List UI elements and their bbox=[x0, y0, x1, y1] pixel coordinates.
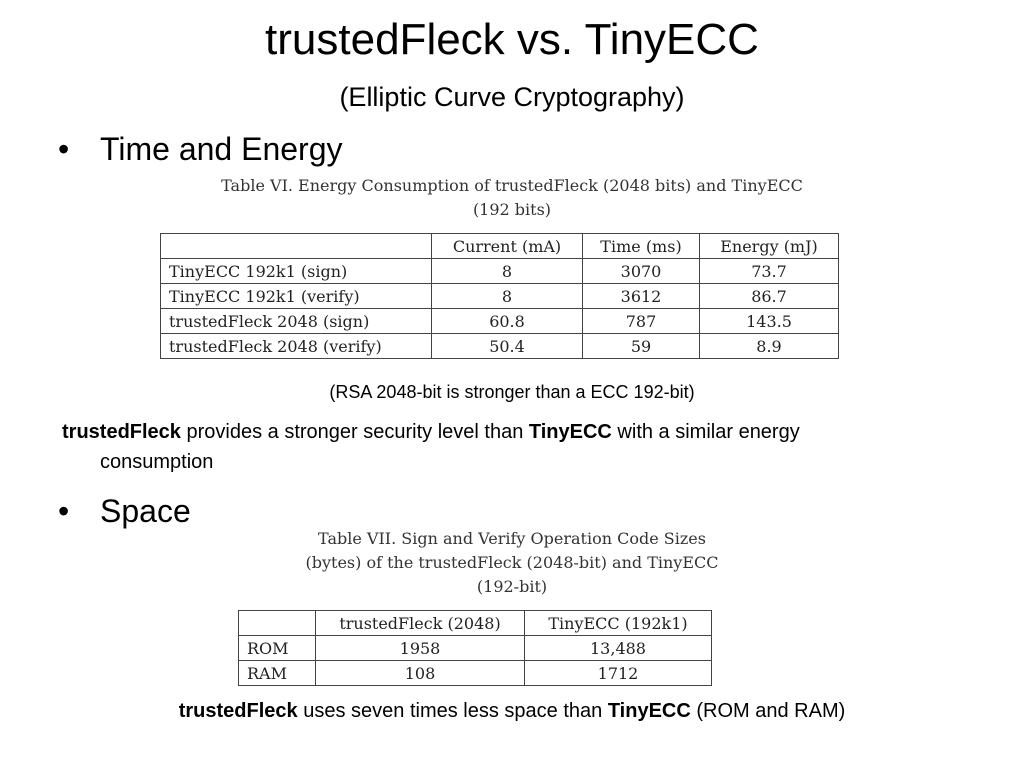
table-cell: 787 bbox=[583, 309, 700, 334]
table-header-cell bbox=[239, 611, 316, 636]
table-cell: trustedFleck 2048 (sign) bbox=[161, 309, 432, 334]
slide-title: trustedFleck vs. TinyECC bbox=[265, 15, 759, 64]
table-cell: 59 bbox=[583, 334, 700, 359]
table6-caption-line1: Table VI. Energy Consumption of trustedFleck (2048 bits) and TinyECC bbox=[221, 176, 803, 195]
table-row bbox=[161, 309, 839, 334]
table-header-row bbox=[239, 611, 712, 636]
code-size-table bbox=[238, 610, 712, 686]
table-cell: 1958 bbox=[316, 636, 525, 661]
table-header-cell: TinyECC (192k1) bbox=[525, 611, 712, 636]
bullet-marker: • bbox=[58, 131, 70, 167]
table-cell: 86.7 bbox=[700, 284, 839, 309]
table-header-row bbox=[161, 234, 839, 259]
table-cell: ROM bbox=[239, 636, 316, 661]
table-row bbox=[239, 636, 712, 661]
table-cell: 8 bbox=[432, 259, 583, 284]
space-conclusion-bold1: trustedFleck bbox=[178, 700, 298, 722]
space-conclusion-text2: (ROM and RAM) bbox=[690, 700, 846, 722]
table-cell: 3612 bbox=[583, 284, 700, 309]
table-cell: 1712 bbox=[525, 661, 712, 686]
energy-conclusion bbox=[62, 417, 962, 477]
table-header-cell: Time (ms) bbox=[583, 234, 700, 259]
table7-caption-line1: Table VII. Sign and Verify Operation Code Sizes bbox=[318, 529, 706, 548]
bullet-space bbox=[58, 492, 191, 530]
energy-conclusion-bold1: trustedFleck bbox=[62, 421, 181, 443]
table6-caption-line2: (192 bits) bbox=[472, 200, 552, 219]
energy-table bbox=[160, 233, 839, 359]
table-cell: 13,488 bbox=[525, 636, 712, 661]
table-header-cell bbox=[161, 234, 432, 259]
table-cell: 73.7 bbox=[700, 259, 839, 284]
table7-caption-line3: (192-bit) bbox=[476, 577, 548, 596]
table7-caption-line2: (bytes) of the trustedFleck (2048-bit) and TinyECC bbox=[305, 553, 719, 572]
energy-conclusion-text2: with a similar energy bbox=[611, 421, 800, 443]
bullet-space-label: Space bbox=[100, 493, 191, 529]
space-conclusion bbox=[0, 697, 1024, 725]
energy-conclusion-text1: provides a stronger security level than bbox=[180, 421, 529, 443]
space-conclusion-text1: uses seven times less space than bbox=[297, 700, 608, 722]
table7-caption bbox=[0, 527, 1024, 599]
table-cell: RAM bbox=[239, 661, 316, 686]
table-cell: 143.5 bbox=[700, 309, 839, 334]
table-header-cell: Current (mA) bbox=[432, 234, 583, 259]
bullet-time-energy-label: Time and Energy bbox=[100, 131, 343, 167]
table-row bbox=[161, 334, 839, 359]
table6-caption bbox=[0, 174, 1024, 222]
table-row bbox=[161, 284, 839, 309]
table-cell: 3070 bbox=[583, 259, 700, 284]
table-cell: 8 bbox=[432, 284, 583, 309]
table-header-cell: Energy (mJ) bbox=[700, 234, 839, 259]
energy-conclusion-bold2: TinyECC bbox=[528, 421, 612, 443]
bullet-time-energy bbox=[58, 130, 342, 168]
table-cell: TinyECC 192k1 (sign) bbox=[161, 259, 432, 284]
bullet-marker: • bbox=[58, 493, 70, 529]
rsa-note: (RSA 2048-bit is stronger than a ECC 192-bit) bbox=[329, 382, 695, 402]
table-row bbox=[239, 661, 712, 686]
table-cell: trustedFleck 2048 (verify) bbox=[161, 334, 432, 359]
table-cell: 8.9 bbox=[700, 334, 839, 359]
table-cell: TinyECC 192k1 (verify) bbox=[161, 284, 432, 309]
table-cell: 108 bbox=[316, 661, 525, 686]
table-header-cell: trustedFleck (2048) bbox=[316, 611, 525, 636]
table-cell: 50.4 bbox=[432, 334, 583, 359]
energy-conclusion-line2: consumption bbox=[100, 451, 214, 473]
space-conclusion-bold2: TinyECC bbox=[607, 700, 691, 722]
table-cell: 60.8 bbox=[432, 309, 583, 334]
table-row bbox=[161, 259, 839, 284]
slide-subtitle: (Elliptic Curve Cryptography) bbox=[339, 82, 685, 112]
